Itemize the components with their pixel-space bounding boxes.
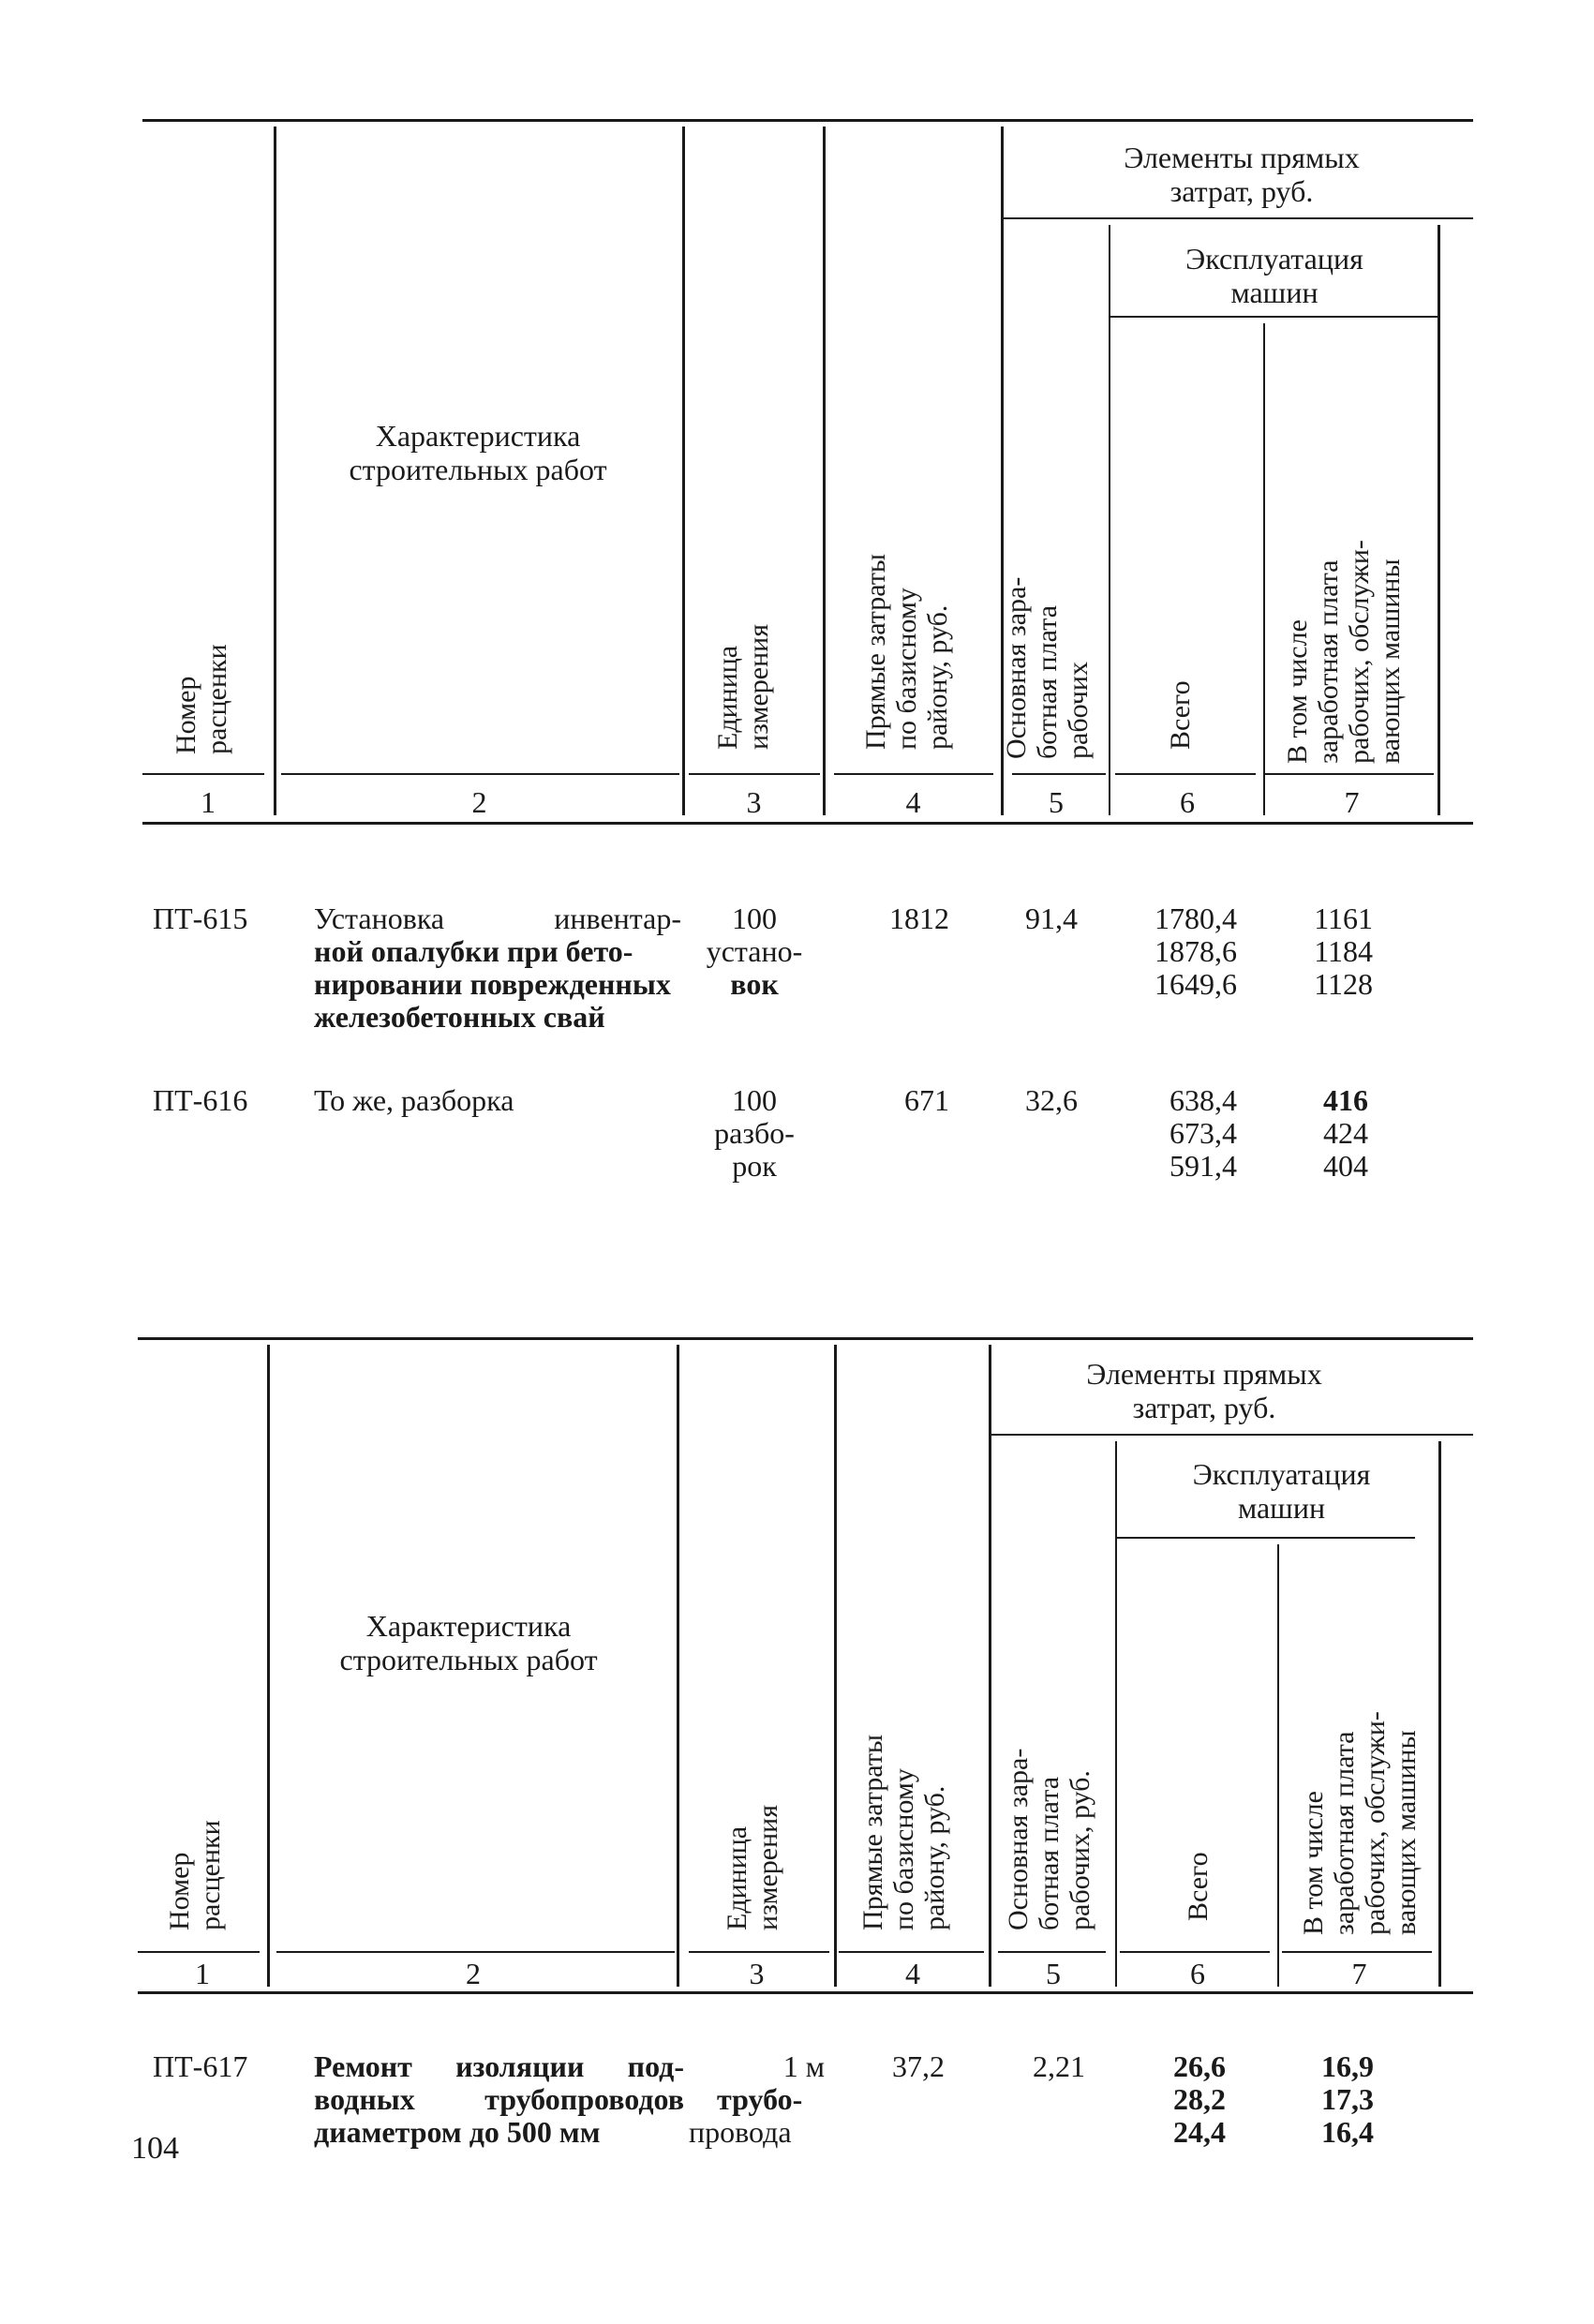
characteristic-header: Характеристика строительных работ	[349, 419, 607, 486]
page-number: 104	[131, 2131, 179, 2166]
incl-wage-values: 1161 1184 1128	[1314, 901, 1373, 1001]
col-number-2: 2	[466, 1957, 481, 1990]
unit-header: Единица измерения	[712, 623, 774, 750]
col-number-4: 4	[905, 785, 921, 819]
base-wage-header: Основная зара- ботная плата рабочих, руб.	[1003, 1748, 1095, 1930]
col-number-1: 1	[195, 1957, 210, 1990]
rate-code: ПТ-615	[153, 901, 248, 935]
machine-ops-title: Эксплуатация машин	[1192, 1457, 1371, 1525]
rate-number-header: Номер расценки	[171, 644, 232, 754]
col-number-6: 6	[1180, 785, 1195, 819]
work-description: Установка инвентар- ной опалубки при бето- нировании поврежденных железобетонных свай	[314, 901, 681, 1034]
elements-title: Элементы прямых затрат, руб.	[1086, 1357, 1322, 1424]
col-number-7: 7	[1344, 785, 1360, 819]
incl-wage-values: 416 424 404	[1323, 1083, 1368, 1183]
rate-number-header: Номер расценки	[164, 1820, 226, 1930]
incl-wage-header: В том числе заработная плата рабочих, обслужи- вающих машины	[1298, 1711, 1422, 1935]
elements-title: Элементы прямых затрат, руб.	[1124, 141, 1360, 208]
total-header: Всего	[1165, 680, 1196, 750]
total-values: 26,6 28,2 24,4	[1173, 2049, 1226, 2149]
total-values: 1780,4 1878,6 1649,6	[1155, 901, 1237, 1001]
rate-code: ПТ-617	[153, 2049, 248, 2083]
unit-cell: 100 разбо- рок	[714, 1083, 795, 1183]
incl-wage-header: В том числе заработная плата рабочих, обслужи- вающих машины	[1282, 540, 1406, 764]
work-description: Ремонт изоляции под- водных трубопроводов диаметром до 500 мм	[314, 2049, 684, 2149]
col-number-6: 6	[1190, 1957, 1205, 1990]
base-wage-header: Основная зара- ботная плата рабочих	[1001, 576, 1094, 759]
col-number-3: 3	[749, 1957, 765, 1990]
direct-costs-header: Прямые затраты по базисному району, руб.	[857, 1734, 950, 1930]
base-wage-value: 91,4	[1025, 901, 1078, 935]
base-wage-value: 2,21	[1033, 2049, 1085, 2083]
direct-costs-header: Прямые затраты по базисному району, руб.	[860, 553, 953, 750]
col-number-7: 7	[1351, 1957, 1367, 1990]
col-number-4: 4	[905, 1957, 920, 1990]
rate-code: ПТ-616	[153, 1083, 248, 1117]
col-number-3: 3	[746, 785, 762, 819]
work-description: То же, разборка	[314, 1083, 514, 1117]
direct-cost-value: 1812	[889, 901, 949, 935]
characteristic-header: Характеристика строительных работ	[339, 1609, 598, 1676]
col-number-5: 5	[1046, 1957, 1061, 1990]
unit-header: Единица измерения	[722, 1804, 783, 1930]
col-number-2: 2	[471, 785, 487, 819]
col-number-5: 5	[1049, 785, 1064, 819]
base-wage-value: 32,6	[1025, 1083, 1078, 1117]
total-values: 638,4 673,4 591,4	[1169, 1083, 1237, 1183]
unit-cell: 100 устано- вок	[706, 901, 803, 1001]
unit-cell: 1 м трубо- провода	[689, 2049, 825, 2149]
col-number-1: 1	[201, 785, 216, 819]
incl-wage-values: 16,9 17,3 16,4	[1321, 2049, 1374, 2149]
direct-cost-value: 671	[904, 1083, 949, 1117]
direct-cost-value: 37,2	[892, 2049, 945, 2083]
machine-ops-title: Эксплуатация машин	[1185, 242, 1363, 309]
total-header: Всего	[1183, 1852, 1214, 1921]
